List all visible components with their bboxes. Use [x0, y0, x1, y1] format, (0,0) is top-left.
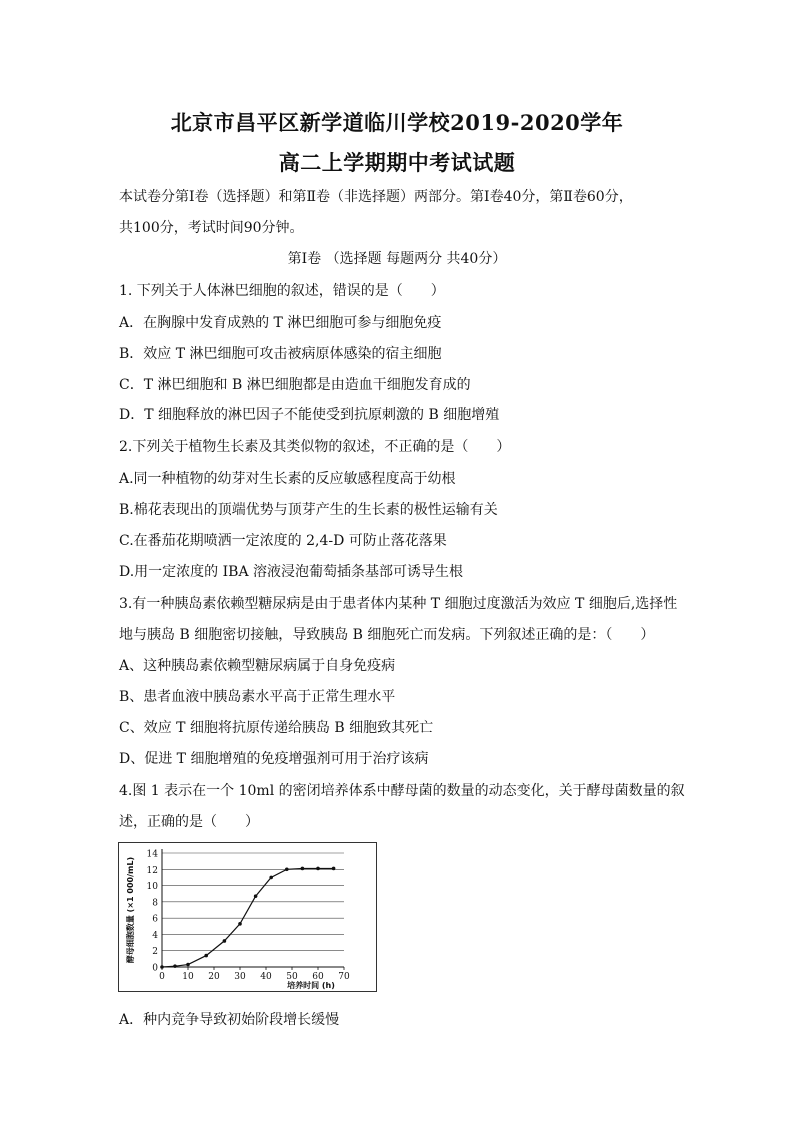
answer-option: C．T 淋巴细胞和 B 淋巴细胞都是由造血干细胞发育成的 [119, 377, 471, 393]
x-tick-label: 20 [208, 972, 220, 982]
x-tick-label: 10 [182, 972, 194, 982]
chart-canvas [119, 843, 376, 991]
answer-option: D.用一定浓度的 IBA 溶液浸泡葡萄插条基部可诱导生根 [119, 564, 464, 580]
data-point [285, 867, 289, 871]
answer-option: B、患者血液中胰岛素水平高于正常生理水平 [119, 689, 396, 705]
series-line [162, 869, 334, 968]
x-tick-label: 70 [338, 972, 350, 982]
x-axis-label: 培养时间 (h) [287, 981, 335, 990]
answer-option: A.同一种植物的幼芽对生长素的反应敏感程度高于幼根 [119, 471, 456, 487]
question-stem: 4.图 1 表示在一个 10ml 的密闭培养体系中酵母菌的数量的动态变化，关于酵母菌数量的叙 [119, 783, 685, 799]
data-point [204, 954, 208, 958]
data-point [269, 876, 273, 880]
y-tick-label: 8 [152, 898, 158, 909]
y-axis-label: 酵母细胞数量 (×1 000/mL) [126, 856, 135, 964]
y-tick-label: 14 [146, 849, 158, 860]
question-stem: 2.下列关于植物生长素及其类似物的叙述，不正确的是（ ） [119, 439, 511, 455]
answer-option: B.棉花表现出的顶端优势与顶芽产生的生长素的极性运输有关 [119, 502, 498, 518]
x-tick-label: 30 [234, 972, 246, 982]
data-point [223, 939, 227, 943]
data-point [301, 867, 305, 871]
data-point [254, 894, 258, 898]
answer-option: C、效应 T 细胞将抗原传递给胰岛 B 细胞致其死亡 [119, 720, 434, 736]
question-stem: 3.有一种胰岛素依赖型糖尿病是由于患者体内某种 T 细胞过度激活为效应 T 细胞后,选择性 [119, 596, 678, 612]
answer-option: D、促进 T 细胞增殖的免疫增强剂可用于治疗该病 [119, 751, 429, 767]
data-point [160, 965, 164, 969]
y-tick-label: 2 [152, 947, 158, 958]
section-heading: 第Ⅰ卷 （选择题 每题两分 共40分） [287, 251, 507, 267]
x-tick-label: 0 [159, 972, 165, 982]
data-point [238, 922, 242, 926]
y-tick-label: 6 [152, 914, 158, 925]
x-tick-label: 40 [260, 972, 272, 982]
answer-option: C.在番茄花期喷洒一定浓度的 2,4-D 可防止落花落果 [119, 533, 447, 549]
data-point [316, 867, 320, 871]
answer-option: B．效应 T 淋巴细胞可攻击被病原体感染的宿主细胞 [119, 346, 442, 362]
x-tick-label: 50 [286, 972, 298, 982]
data-point [186, 963, 190, 967]
data-point [173, 964, 177, 968]
y-tick-label: 0 [152, 963, 158, 974]
question-stem: 1. 下列关于人体淋巴细胞的叙述，错误的是（ ） [119, 283, 445, 299]
answer-option: A、这种胰岛素依赖型糖尿病属于自身免疫病 [119, 658, 396, 674]
y-tick-label: 12 [146, 865, 158, 876]
exam-title-line2: 高二上学期期中考试试题 [278, 150, 516, 175]
data-point [332, 867, 336, 871]
exam-title-line1: 北京市昌平区新学道临川学校2019-2020学年 [170, 110, 624, 135]
answer-option: A．种内竞争导致初始阶段增长缓慢 [119, 1012, 340, 1028]
x-tick-label: 60 [312, 972, 324, 982]
answer-option: A．在胸腺中发育成熟的 T 淋巴细胞可参与细胞免疫 [119, 315, 442, 331]
intro-line: 本试卷分第Ⅰ卷（选择题）和第Ⅱ卷（非选择题）两部分。第Ⅰ卷40分，第Ⅱ卷60分， [119, 189, 633, 205]
question-stem: 述，正确的是（ ） [119, 814, 259, 830]
y-tick-label: 4 [152, 930, 158, 941]
question-stem: 地与胰岛 B 细胞密切接触，导致胰岛 B 细胞死亡而发病。下列叙述正确的是：（ ） [119, 627, 655, 643]
answer-option: D．T 细胞释放的淋巴因子不能使受到抗原刺激的 B 细胞增殖 [119, 407, 500, 423]
y-tick-label: 10 [146, 882, 158, 893]
yeast-growth-chart [118, 842, 377, 992]
intro-line: 共100分，考试时间90分钟。 [119, 220, 304, 236]
